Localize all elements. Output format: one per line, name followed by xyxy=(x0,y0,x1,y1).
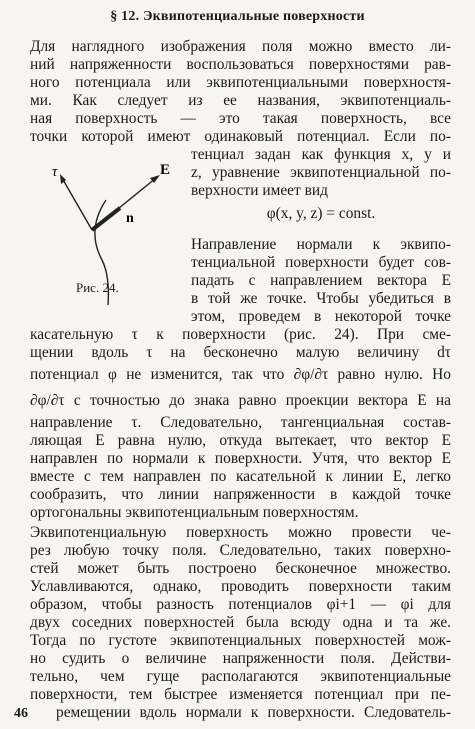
text-line: щении вдоль τ на бесконечно малую величину dτ xyxy=(30,344,451,361)
figure-caption: Рис. 24. xyxy=(76,280,119,295)
text-line: ремещении вдоль нормали к поверхности. Следователь- xyxy=(56,704,451,721)
text-line: но судить о величине напряженности поля. Действи- xyxy=(30,650,451,667)
label-n: n xyxy=(126,211,134,226)
text-line: падать с направлением вектора E xyxy=(191,272,451,289)
text-line: тельно, чем гуще располагаются эквипотенциальные xyxy=(30,668,451,685)
text-line: ортогональны эквипотенциальным поверхностям. xyxy=(30,504,359,521)
text-line: верхности имеет вид xyxy=(191,182,328,199)
text-line: Тогда по густоте эквипотенциальных поверхностей мож- xyxy=(30,632,451,649)
page-number: 46 xyxy=(14,706,28,721)
text-line: сообразить, что линии напряженности в каждой точке xyxy=(30,486,451,503)
text-line: ∂φ/∂τ с точностью до знака равно проекции вектора E на xyxy=(30,392,451,409)
text-line: образом, чтобы разность потенциалов φi+1 — φi для xyxy=(30,596,451,613)
label-tau: τ xyxy=(52,164,58,180)
text-line: двух соседних поверхностей была всюду одна и та же. xyxy=(30,614,451,631)
text-line: ляющая E равна нулю, откуда вытекает, что вектор E xyxy=(30,432,451,449)
text-line: ми. Как следует из ее названия, эквипотенциаль- xyxy=(30,92,451,109)
text-line: z, уравнение эквипотенциальной по- xyxy=(191,164,451,181)
tangent-vector xyxy=(62,178,92,230)
text-line: этом, проведем в некоторой точке xyxy=(191,308,451,325)
text-line: Направление нормали к эквипо- xyxy=(191,236,451,253)
text-line: направление τ. Следовательно, тангенциальная состав- xyxy=(30,414,451,431)
text-line: точки которой имеют одинаковый потенциал. Если по- xyxy=(30,128,451,145)
text-line: Эквипотенциальную поверхность можно провести че- xyxy=(30,524,451,541)
text-line: Для наглядного изображения поля можно вместо ли- xyxy=(30,38,451,55)
text-line: в той же точке. Чтобы убедиться в xyxy=(191,290,451,307)
text-line: направлен по нормали к поверхности. Учтя, что вектор E xyxy=(30,450,451,467)
label-E: E xyxy=(160,162,171,178)
text-line: вместе с тем направлен по касательной к линии E, легко xyxy=(30,468,451,485)
text-line: тенциал задан как функция x, y и xyxy=(191,146,451,163)
text-line: рез любую точку поля. Следовательно, таких поверхно- xyxy=(30,542,451,559)
text-line: потенциал φ не изменится, так что ∂φ/∂τ равно нулю. Но xyxy=(30,366,451,383)
text-line: касательную τ к поверхности (рис. 24). При сме- xyxy=(30,326,451,343)
text-line: тенциальной поверхности будет сов- xyxy=(191,254,451,271)
text-line: ная поверхность — это такая поверхность, все xyxy=(30,110,451,127)
equation: φ(x, y, z) = const. xyxy=(266,205,376,222)
text-line: Уславливаются, однако, проводить поверхности таким xyxy=(30,578,451,595)
text-line: поверхности, тем быстрее изменяется потенциал при пе- xyxy=(30,686,451,703)
text-line: стей может быть построено бесконечное множество. xyxy=(30,560,451,577)
section-title: § 12. Эквипотенциальные поверхности xyxy=(110,9,365,24)
text-line: ний напряженности воспользоваться поверхностями рав- xyxy=(30,56,451,73)
text-line: ного потенциала или эквипотенциальными поверхностя- xyxy=(30,74,451,91)
normal-vector xyxy=(92,208,120,230)
